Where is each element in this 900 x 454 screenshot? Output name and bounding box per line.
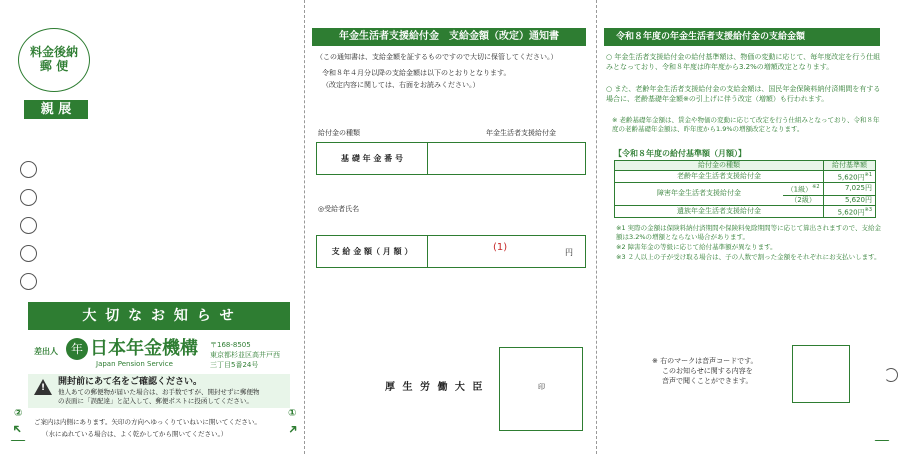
table-row (615, 205, 876, 217)
voice-code-line-1: ※ 右のマークは音声コードです。 (652, 357, 758, 365)
open-mark-1: ① (288, 408, 297, 419)
rate-paragraph-1: ○ 年金生活者支援給付金の給付基準額は、物価の変動に応じて、毎年度改定を行う仕組みとなっており、令和８年度は昨年度から3.2%の増額改定となります。 (606, 53, 881, 71)
guide-line-2: （水にぬれている場合は、よく乾かしてから開いてください。） (42, 430, 228, 438)
rate-row-name: 老齢年金生活者支援給付金 (615, 171, 824, 183)
fold-line-1 (304, 0, 305, 454)
rate-paragraph-2: ○ また、老齢年金生活者支援給付金の支給金額は、国民年金保険料納付済期間を有する場合に、老齢基礎年金額※の引上げに伴う改定（増額）も行われます。 (606, 85, 881, 103)
notice-title: 年金生活者支援給付金 支給金額（改定）通知書 (312, 28, 586, 46)
punch-hole (20, 161, 37, 178)
right-punch-notch (884, 368, 898, 382)
benefit-kind-value: 年金生活者支援給付金 (486, 129, 556, 137)
address-line-2: 三丁目5番24号 (210, 361, 259, 369)
punch-hole (20, 217, 37, 234)
rate-row-sup: ※1 (864, 172, 872, 178)
rate-table (614, 160, 876, 218)
open-mark-2: ② (14, 408, 23, 419)
payment-amount-value: (1) (493, 242, 508, 253)
benefit-kind-label: 給付金の種類 (318, 129, 360, 137)
guide-line-1: ご案内は内側にあります。矢印の方向へゆっくりていねいに開いてください。 (34, 418, 261, 426)
payment-amount-unit: 円 (565, 248, 573, 257)
punch-hole (20, 273, 37, 290)
rate-row-sup: ※2 (812, 184, 820, 191)
minister-name: 厚 生 労 働 大 臣 (385, 382, 485, 393)
voice-code-box (792, 345, 850, 403)
rate-row-name: 障害年金生活者支援給付金 (615, 183, 784, 205)
seal-label: 印 (538, 383, 545, 391)
warning-icon-mark: ! (41, 383, 46, 393)
punch-hole (20, 189, 37, 206)
table-row (615, 183, 876, 195)
rate-row-value: 5,620円 (824, 195, 876, 205)
seal-box (499, 347, 583, 431)
note-1: ※1 実際の金額は保険料納付済期間や保険料免除期間等に応じて算出されますので、支給金額は3.2%の増額とならない場合があります。 (616, 224, 882, 241)
fold-line-2 (596, 0, 597, 454)
postage-stamp (18, 28, 90, 92)
postal-code: 〒168-8505 (210, 341, 251, 349)
rate-row-grade: （1級） (786, 185, 813, 194)
warning-box (28, 374, 290, 408)
rate-table-title: 【令和８年度の給付基準額（月額）】 (614, 149, 746, 158)
rate-table-head-kind: 給付金の種類 (615, 161, 824, 171)
punch-hole (20, 245, 37, 262)
pension-number-label: 基 礎 年 金 番 号 (317, 143, 428, 174)
voice-code-line-2: このお知らせに関する内容を (662, 367, 753, 375)
payment-amount-row (316, 235, 586, 268)
voice-code-line-3: 音声で聞くことができます。 (662, 377, 753, 385)
corner-mark-left (1, 440, 26, 453)
corner-mark-right (875, 440, 900, 453)
org-name: 日本年金機構 (90, 338, 198, 359)
warning-body-2: の表面に「誤配達」と記入して、郵便ポストに投函してください。 (58, 397, 253, 405)
payment-amount-label: 支 給 金 額（ 月 額 ） (317, 236, 428, 267)
rate-row-value: 5,620円 (837, 207, 865, 216)
storage-note: （この通知書は、支給金額を証するものですので大切に保管してください。） (316, 53, 558, 61)
address-line-1: 東京都杉並区高井戸西 (210, 351, 280, 359)
sender-label: 差出人 (34, 347, 58, 356)
arrow-icon-left: ➜ (8, 420, 26, 438)
pension-number-row (316, 142, 586, 175)
rate-row-sup: ※3 (864, 206, 872, 213)
rate-footnote-basic: ※ 老齢基礎年金額は、賃金や物価の変動に応じて改定を行う仕組みとなっており、令和８年度の老齢基礎年金額は、昨年度から1.9%の増額改定となります。 (612, 116, 880, 133)
rate-table-head-amount: 給付基準額 (824, 161, 876, 171)
note-2: ※2 障害年金の等級に応じて給付基準額が異なります。 (616, 243, 777, 251)
recipient-name-label: ◎受給者氏名 (318, 205, 360, 213)
rate-row-grade: （2級） (783, 195, 824, 205)
important-notice-banner: 大 切 な お 知 ら せ (28, 302, 290, 330)
warning-title: 開封前にあて名をご確認ください。 (58, 377, 203, 387)
arrow-icon-right: ➜ (284, 420, 302, 438)
shinten-label: 親 展 (24, 100, 88, 119)
rate-row-name: 遺族年金生活者支援給付金 (615, 205, 824, 217)
postage-line-1: 料金後納 (29, 45, 78, 59)
postage-line-2: 郵 便 (39, 59, 69, 73)
rate-title: 令和８年度の年金生活者支援給付金の支給金額 (604, 28, 880, 46)
intro-line-2: （改定内容に関しては、右面をお読みください。） (322, 81, 480, 89)
org-name-en: Japan Pension Service (96, 360, 173, 368)
note-3: ※3 ２人以上の子が受け取る場合は、子の人数で割った金額をそれぞれにお支払いします。 (616, 253, 881, 261)
table-row (615, 171, 876, 183)
intro-line-1: 令和８年４月分以降の支給金額は以下のとおりとなります。 (322, 69, 511, 77)
rate-row-value: 7,025円 (824, 183, 876, 195)
warning-body-1: 他人あての郵便物が届いた場合は、お手数ですが、開封せずに郵便物 (58, 388, 260, 396)
jps-logo-icon: 年 (66, 338, 88, 360)
rate-row-value: 5,620円 (837, 173, 865, 182)
